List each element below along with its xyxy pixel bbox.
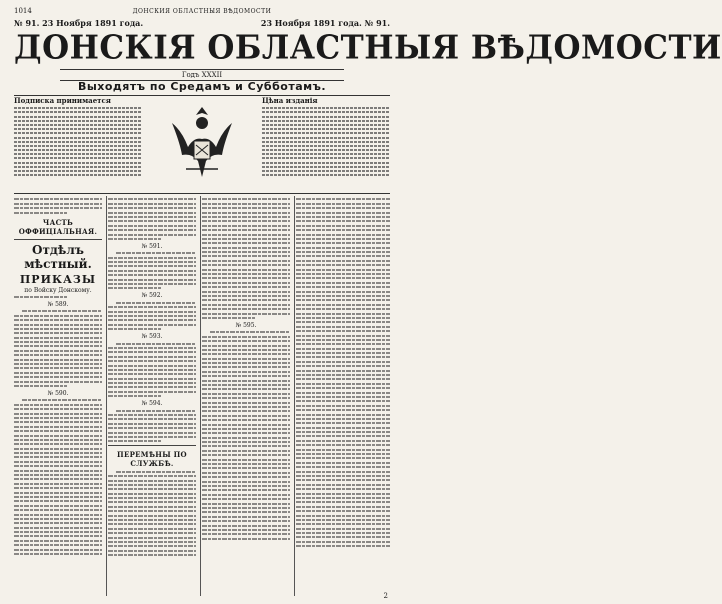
issue-left: № 91. 23 Ноября 1891 года.	[14, 18, 144, 28]
order-number: № 592.	[141, 292, 163, 300]
service-changes-title: ПЕРЕМѢНЫ ПО СЛУЖБѢ.	[117, 450, 187, 469]
price-info	[262, 96, 390, 192]
page-number-left: 1014	[14, 7, 32, 15]
publication-schedule: Выходятъ по Средамъ и Субботамъ.	[77, 80, 327, 93]
order-number: № 591.	[141, 242, 163, 250]
orders-subtitle: по Войску Донскому.	[24, 286, 92, 294]
order-number: № 594.	[141, 400, 163, 408]
order-number: № 590.	[47, 389, 69, 397]
issue-right: 23 Ноября 1891 года. № 91.	[260, 18, 390, 28]
divider	[14, 193, 390, 194]
subscription-info	[14, 96, 142, 192]
subscription-label: Подписка принимается	[14, 96, 111, 105]
official-part-title: ЧАСТЬ ОФФИЦІАЛЬНАЯ.	[18, 217, 98, 236]
price-label: Цѣна изданія	[262, 96, 318, 105]
order-number: № 593.	[141, 333, 163, 341]
column-1	[14, 196, 102, 596]
column-4	[296, 196, 390, 596]
local-department-title: Отдѣлъ мѣстный.	[24, 242, 92, 271]
column-2	[108, 196, 196, 596]
running-title: ДОНСКИЯ ОБЛАСТНЫЯ ВѢДОМОСТИ	[132, 7, 272, 15]
subscription-block	[14, 96, 390, 192]
orders-title: ПРИКАЗЫ	[19, 272, 97, 286]
order-number: № 589.	[47, 300, 69, 308]
coat-of-arms-icon	[166, 103, 238, 183]
masthead-subline: Годъ XXXII	[60, 69, 344, 81]
article-columns	[14, 196, 390, 596]
coat-of-arms	[154, 100, 250, 186]
order-number: № 595.	[235, 321, 257, 329]
top-line	[14, 6, 390, 16]
page-corner-number: 2	[383, 592, 388, 600]
column-3	[202, 196, 290, 596]
masthead-title: ДОНСКІЯ ОБЛАСТНЫЯ ВѢДОМОСТИ	[14, 29, 722, 67]
